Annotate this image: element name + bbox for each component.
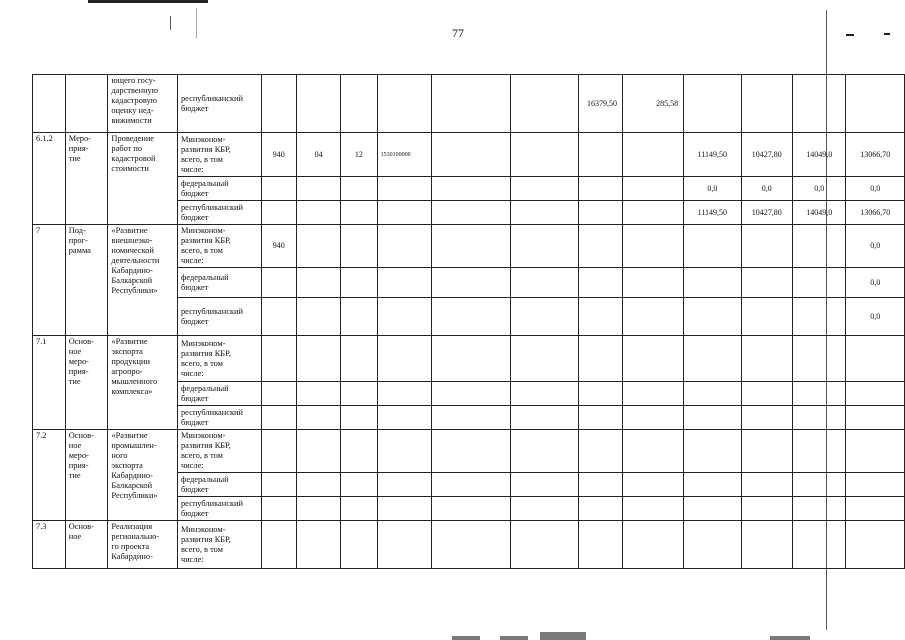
cell-v8 [846,406,905,430]
cell-v6 [741,298,793,336]
cell-v3 [579,406,623,430]
cell-v1 [432,336,511,382]
cell-d: Минэконом- развития КБР, всего, в том числе: [177,521,261,569]
cell-d: Минэконом- развития КБР, всего, в том числе: [177,336,261,382]
cell-v2 [510,473,578,497]
cell-csr [377,225,431,268]
cell-c: «Развитие экспорта продукции агропро- мышленного комплекса» [108,336,178,430]
cell-csr [377,473,431,497]
scan-artifact-bottom-1 [452,636,480,640]
cell-v4 [623,177,684,201]
cell-v6: 10427,80 [741,201,793,225]
cell-v5: 11149,50 [684,133,741,177]
cell-d: федеральный бюджет [177,473,261,497]
table-row [33,430,905,473]
table-row [33,225,905,268]
cell-d: республиканский бюджет [177,497,261,521]
cell-grbs [261,336,297,382]
cell-v5: 11149,50 [684,201,741,225]
cell-rz [297,268,341,298]
cell-v3 [579,298,623,336]
cell-v5 [684,225,741,268]
cell-v1 [432,298,511,336]
page-number: 77 [452,26,464,40]
cell-v3 [579,521,623,569]
cell-v8: 0,0 [846,298,905,336]
cell-rz [297,473,341,497]
scan-artifact-left-tick [170,16,171,30]
cell-v1 [432,406,511,430]
cell-csr [377,430,431,473]
cell-v8: 13066,70 [846,201,905,225]
cell-v7: 14049,0 [793,201,846,225]
cell-v7 [793,406,846,430]
cell-v5 [684,497,741,521]
cell-csr [377,382,431,406]
cell-a: 7.2 [33,430,66,521]
cell-grbs [261,268,297,298]
cell-rz [297,225,341,268]
cell-v8: 0,0 [846,268,905,298]
cell-pr [341,268,377,298]
cell-v8 [846,430,905,473]
cell-d: республиканский бюджет [177,298,261,336]
scan-artifact-bottom-2 [500,636,528,640]
cell-v6 [741,225,793,268]
cell-csr [377,268,431,298]
cell-pr [341,497,377,521]
cell-grbs [261,521,297,569]
cell-v3 [579,497,623,521]
cell-v7 [793,336,846,382]
cell-v5 [684,430,741,473]
cell-v6 [741,473,793,497]
table-row [33,336,905,382]
cell-v7 [793,298,846,336]
cell-grbs [261,177,297,201]
cell-v6 [741,75,793,133]
cell-v4 [623,497,684,521]
cell-rz [297,406,341,430]
cell-v1 [432,133,511,177]
cell-rz [297,298,341,336]
cell-v2 [510,177,578,201]
cell-csr [377,406,431,430]
cell-v4 [623,382,684,406]
cell-v2 [510,430,578,473]
cell-csr [377,336,431,382]
cell-v5 [684,521,741,569]
cell-v5 [684,382,741,406]
cell-pr [341,430,377,473]
cell-d: Минэконом- развития КБР, всего, в том числе: [177,133,261,177]
cell-v7 [793,497,846,521]
cell-v3 [579,177,623,201]
scan-artifact-bottom-4 [770,636,810,640]
cell-v7 [793,521,846,569]
cell-a: 7.3 [33,521,66,569]
cell-v4 [623,521,684,569]
cell-c: Проведение работ по кадастровой стоимости [108,133,178,225]
cell-v4 [623,406,684,430]
cell-v6 [741,497,793,521]
cell-v3 [579,225,623,268]
cell-d: федеральный бюджет [177,177,261,201]
cell-c: «Развитие промышлен- ного экспорта Кабардино- Балкарской Республики» [108,430,178,521]
budget-table [32,74,905,569]
cell-v1 [432,430,511,473]
cell-v2 [510,521,578,569]
cell-v7 [793,225,846,268]
cell-v8: 13066,70 [846,133,905,177]
table-row [33,133,905,177]
cell-csr [377,298,431,336]
cell-v8 [846,382,905,406]
cell-v7 [793,473,846,497]
cell-csr [377,521,431,569]
cell-b: Основ- ное меро- прия- тие [65,336,108,430]
cell-v8 [846,473,905,497]
cell-v1 [432,201,511,225]
cell-v8 [846,75,905,133]
cell-v4 [623,430,684,473]
cell-v2 [510,336,578,382]
cell-rz [297,521,341,569]
cell-v2 [510,201,578,225]
cell-v7 [793,75,846,133]
cell-v5 [684,406,741,430]
cell-d: Минэконом- развития КБР, всего, в том числе: [177,430,261,473]
cell-grbs [261,497,297,521]
cell-v5 [684,268,741,298]
cell-v2 [510,133,578,177]
cell-grbs [261,201,297,225]
scan-artifact-left-tick-2 [196,8,197,38]
cell-a [33,75,66,133]
cell-v3 [579,133,623,177]
cell-v5 [684,473,741,497]
cell-v4 [623,298,684,336]
cell-c: Реализация регионально- го проекта Кабардино- [108,521,178,569]
cell-v1 [432,382,511,406]
cell-v1 [432,521,511,569]
cell-a: 6.1.2 [33,133,66,225]
cell-v7 [793,268,846,298]
cell-pr [341,225,377,268]
cell-v1 [432,473,511,497]
cell-v4 [623,133,684,177]
cell-v7 [793,382,846,406]
cell-v3 [579,382,623,406]
cell-v2 [510,268,578,298]
cell-d: республиканский бюджет [177,406,261,430]
cell-v3 [579,473,623,497]
cell-a: 7 [33,225,66,336]
cell-v1 [432,177,511,201]
cell-c: ющего госу- дарственную кадастровую оценку нед- вижимости [108,75,178,133]
cell-rz [297,177,341,201]
cell-d: республиканский бюджет [177,75,261,133]
cell-grbs [261,406,297,430]
cell-v6 [741,382,793,406]
cell-pr [341,336,377,382]
cell-v3: 16379,50 [579,75,623,133]
scan-artifact-bottom-3 [540,632,586,640]
cell-v3 [579,336,623,382]
cell-csr [377,177,431,201]
cell-grbs [261,298,297,336]
cell-v3 [579,268,623,298]
cell-rz [297,382,341,406]
cell-csr [377,201,431,225]
cell-v4 [623,201,684,225]
cell-rz: 04 [297,133,341,177]
cell-v3 [579,430,623,473]
cell-v1 [432,75,511,133]
cell-b: Меро- прия- тие [65,133,108,225]
cell-v5 [684,336,741,382]
cell-b [65,75,108,133]
cell-v8: 0,0 [846,225,905,268]
cell-v4 [623,336,684,382]
cell-grbs [261,473,297,497]
cell-pr [341,201,377,225]
cell-pr [341,473,377,497]
cell-csr [377,497,431,521]
cell-v5: 0,0 [684,177,741,201]
scan-artifact-right-dash-2 [884,33,890,35]
scan-artifact-right-dash [846,34,854,36]
cell-v4 [623,473,684,497]
cell-v6 [741,430,793,473]
cell-v5 [684,298,741,336]
cell-v7: 0,0 [793,177,846,201]
cell-v4 [623,268,684,298]
cell-rz [297,75,341,133]
cell-v7: 14049,0 [793,133,846,177]
cell-v8 [846,497,905,521]
table-row [33,521,905,569]
cell-v6 [741,336,793,382]
cell-d: федеральный бюджет [177,382,261,406]
table-row [33,75,905,133]
cell-rz [297,430,341,473]
cell-v3 [579,201,623,225]
cell-v4: 285,58 [623,75,684,133]
cell-v1 [432,268,511,298]
cell-v2 [510,497,578,521]
cell-v1 [432,225,511,268]
cell-rz [297,336,341,382]
cell-b: Под- прог- рамма [65,225,108,336]
cell-v2 [510,75,578,133]
cell-v6 [741,268,793,298]
cell-pr [341,177,377,201]
cell-v8: 0,0 [846,177,905,201]
cell-v8 [846,521,905,569]
cell-grbs [261,75,297,133]
cell-v2 [510,406,578,430]
cell-v5 [684,75,741,133]
cell-rz [297,201,341,225]
cell-rz [297,497,341,521]
cell-grbs: 940 [261,225,297,268]
cell-d: республиканский бюджет [177,201,261,225]
cell-csr: 1530100000 [377,133,431,177]
cell-pr [341,382,377,406]
cell-d: федеральный бюджет [177,268,261,298]
cell-v2 [510,298,578,336]
cell-c: «Развитие внешнеэко- номической деятельности Кабардино- Балкарской Республики» [108,225,178,336]
cell-v1 [432,497,511,521]
cell-grbs [261,382,297,406]
scan-artifact-top-left [88,0,208,3]
cell-pr: 12 [341,133,377,177]
cell-a: 7.1 [33,336,66,430]
cell-v2 [510,382,578,406]
cell-d: Минэконом- развития КБР, всего, в том числе: [177,225,261,268]
cell-pr [341,298,377,336]
cell-pr [341,521,377,569]
cell-grbs: 940 [261,133,297,177]
cell-pr [341,75,377,133]
cell-v4 [623,225,684,268]
cell-v6 [741,521,793,569]
cell-v6: 10427,80 [741,133,793,177]
cell-v2 [510,225,578,268]
cell-v6 [741,406,793,430]
cell-b: Основ- ное меро- прия- тие [65,430,108,521]
cell-grbs [261,430,297,473]
cell-v7 [793,430,846,473]
cell-v6: 0,0 [741,177,793,201]
cell-csr [377,75,431,133]
cell-b: Основ- ное [65,521,108,569]
cell-v8 [846,336,905,382]
cell-pr [341,406,377,430]
